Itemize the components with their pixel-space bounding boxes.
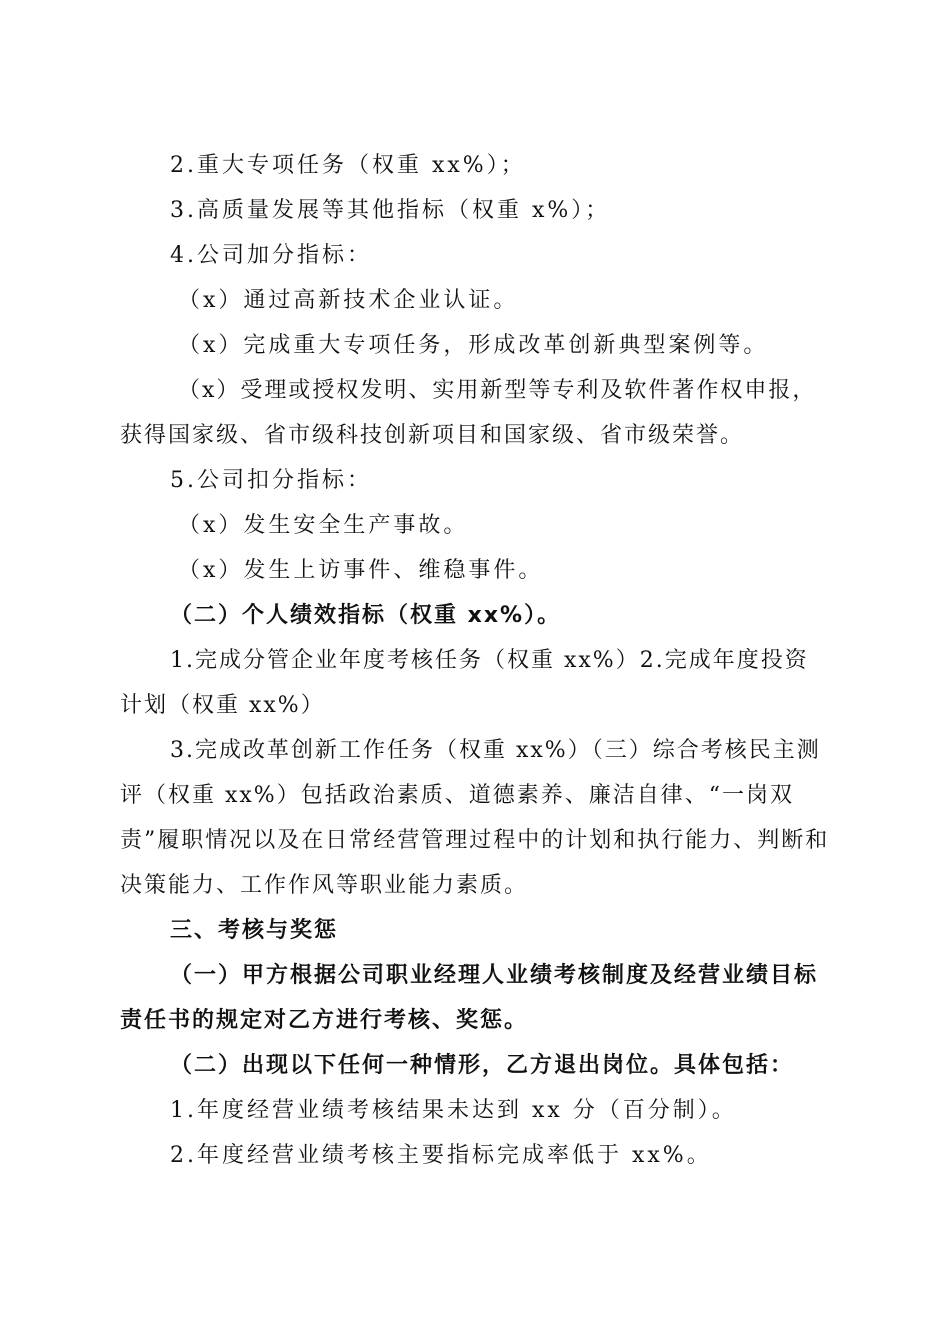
clause-assessment-basis: （一）甲方根据公司职业经理人业绩考核制度及经营业绩目标责任书的规定对乙方进行考核、奖惩。 xyxy=(120,963,819,1033)
item-deduction-indicators-heading: 5.公司扣分指标： xyxy=(170,468,372,493)
exit-condition-completion-rate: 2.年度经营业绩考核主要指标完成率低于 xx%。 xyxy=(170,1143,712,1168)
document-body xyxy=(120,143,832,1178)
item-major-special-task: 2.重大专项任务（权重 xx%）； xyxy=(170,153,526,178)
item-high-quality-development: 3.高质量发展等其他指标（权重 x%）； xyxy=(170,198,611,223)
section-heading-assessment-rewards: 三、考核与奖惩 xyxy=(170,918,339,943)
item-bonus-indicators-heading: 4.公司加分指标： xyxy=(170,243,372,268)
clause-exit-conditions: （二）出现以下任何一种情形，乙方退出岗位。具体包括： xyxy=(170,1053,795,1078)
bonus-item-reform-case: （x）完成重大专项任务，形成改革创新典型案例等。 xyxy=(178,333,769,358)
section-personal-performance: （二）个人绩效指标（权重 xx%）。 xyxy=(170,603,562,628)
deduction-item-safety-accident: （x）发生安全生产事故。 xyxy=(178,513,469,538)
item-personal-tasks: 1.完成分管企业年度考核任务（权重 xx%）2.完成年度投资计划（权重 xx%） xyxy=(120,648,809,718)
bonus-item-high-tech-certification: （x）通过高新技术企业认证。 xyxy=(178,288,519,313)
exit-condition-score: 1.年度经营业绩考核结果未达到 xx 分（百分制）。 xyxy=(170,1098,737,1123)
bonus-item-patents-honors: （x）受理或授权发明、实用新型等专利及软件著作权申报，获得国家级、省市级科技创新项目和国家级、省市级荣誉。 xyxy=(120,378,817,448)
deduction-item-petition-events: （x）发生上访事件、维稳事件。 xyxy=(178,558,544,583)
item-reform-and-evaluation: 3.完成改革创新工作任务（权重 xx%）（三）综合考核民主测评（权重 xx%）包括政治素质、道德素养、廉洁自律、“一岗双责”履职情况以及在日常经营管理过程中的计划和执行能力、判断和决策能力、工作作风等职业能力素质。 xyxy=(120,738,830,898)
